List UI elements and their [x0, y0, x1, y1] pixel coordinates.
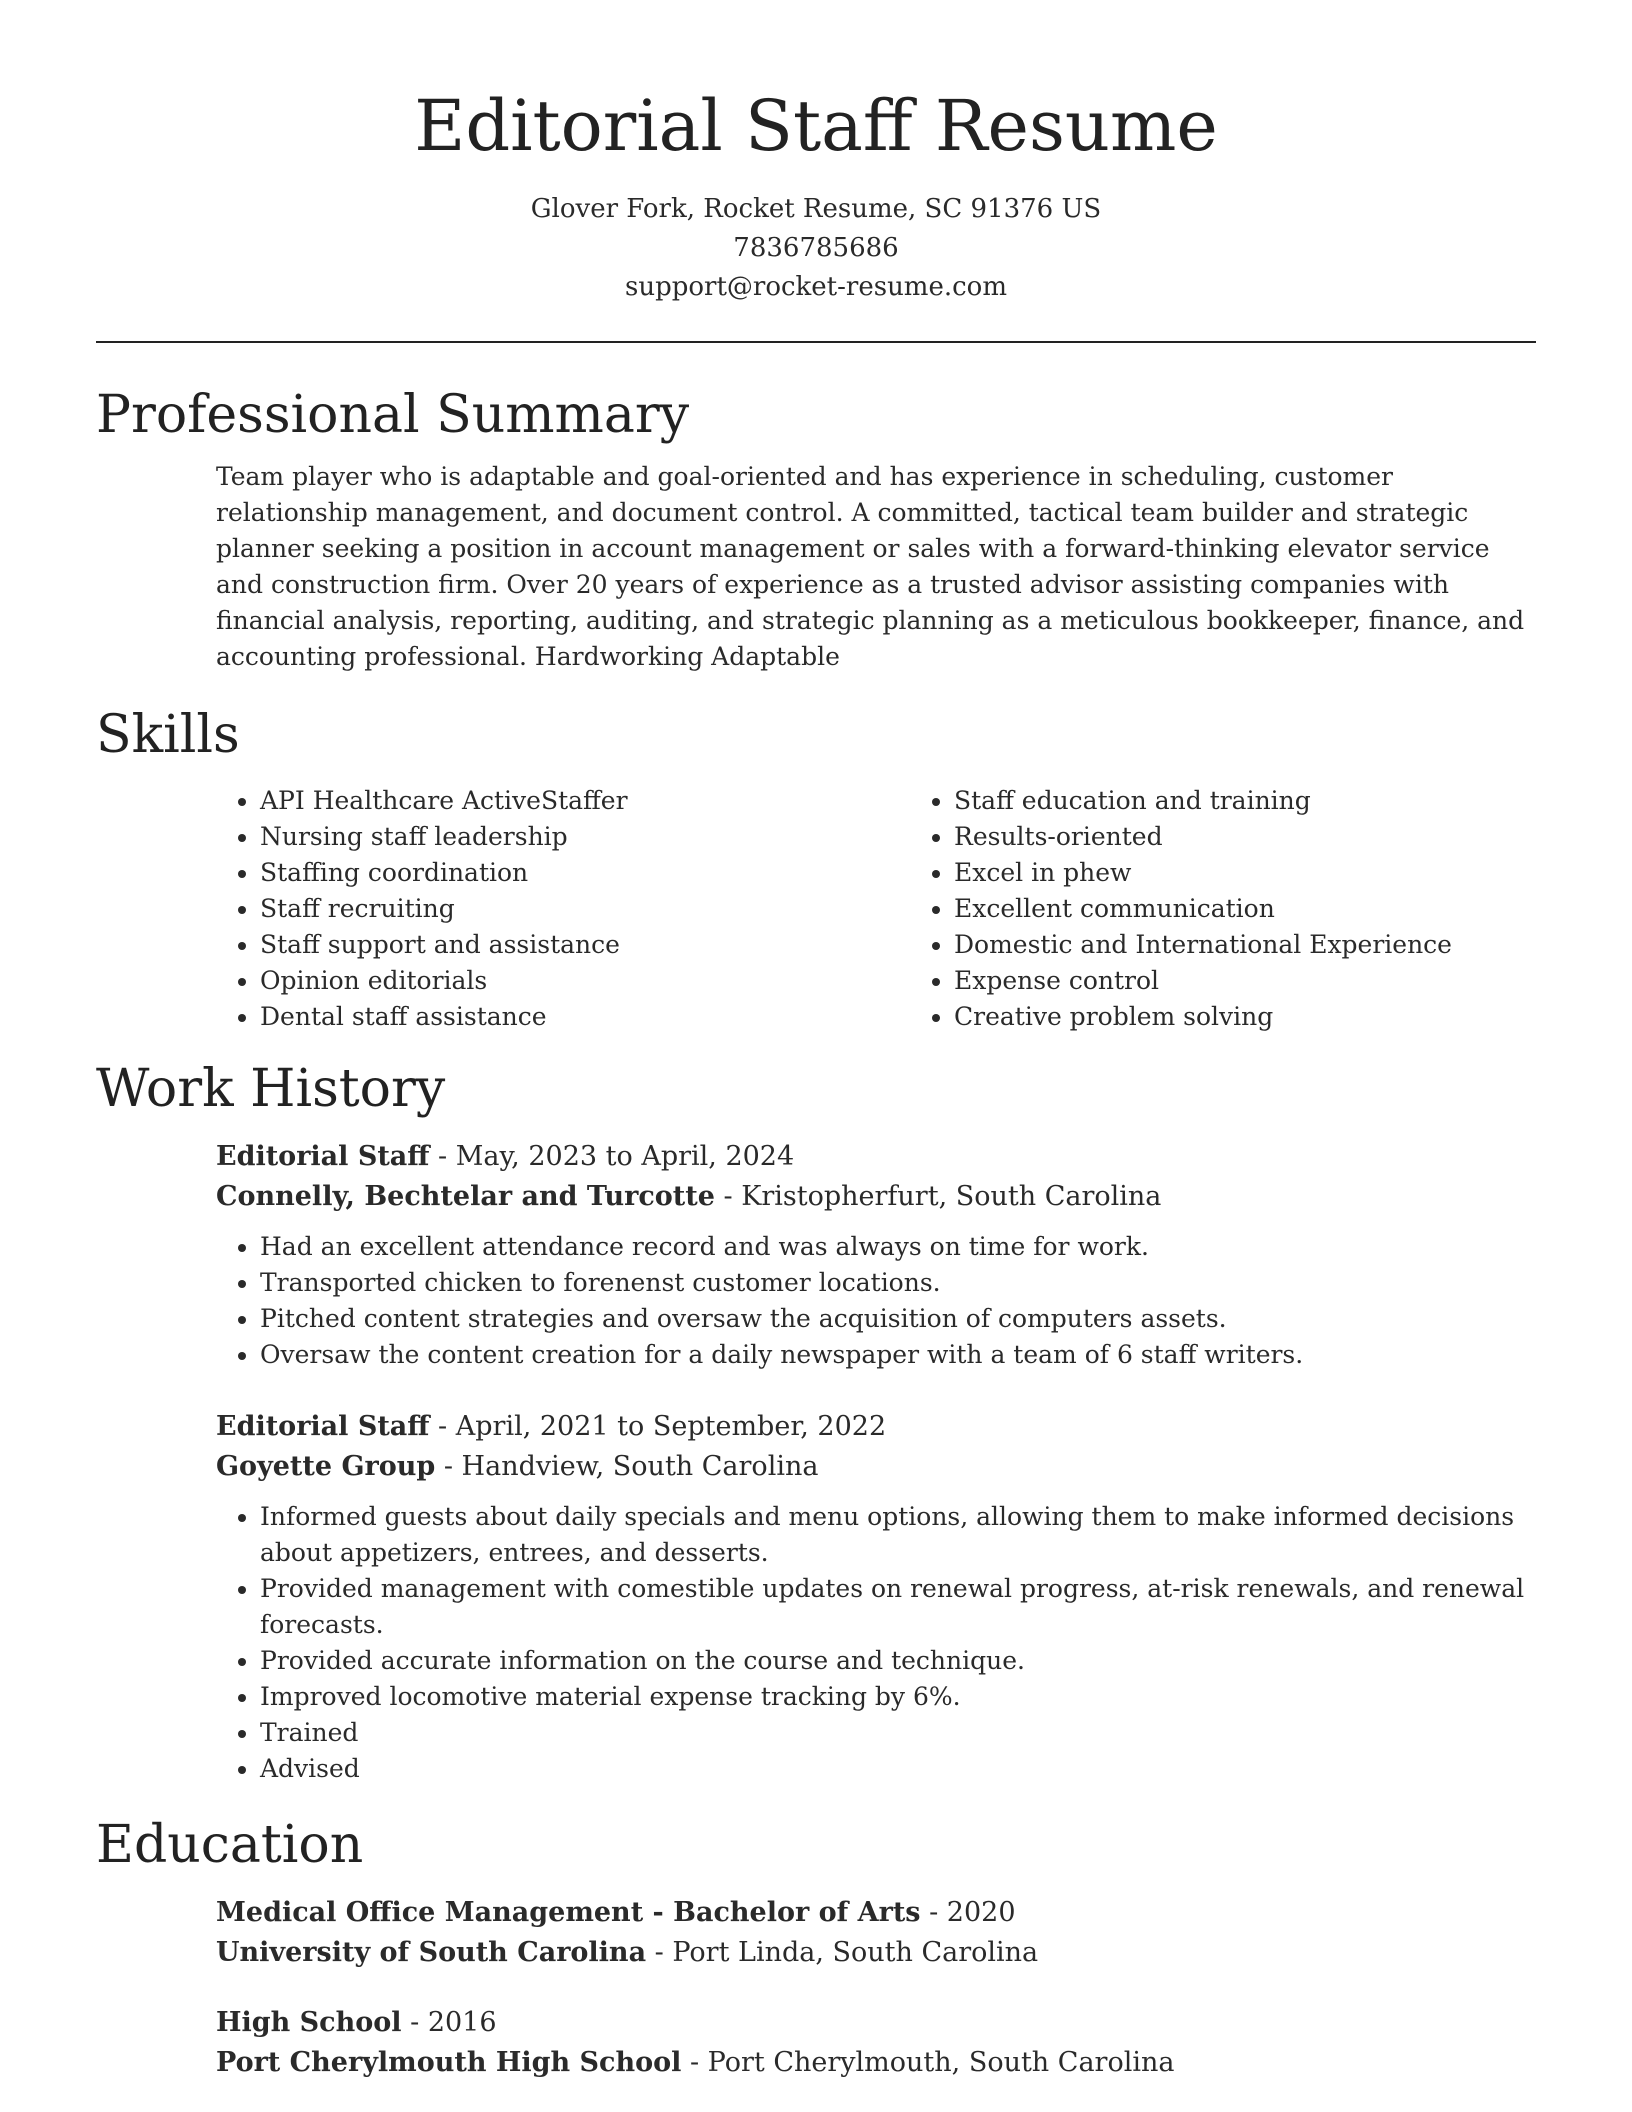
- skill-item: • Staff recruiting: [260, 891, 910, 927]
- job-role: Editorial Staff: [216, 1141, 430, 1172]
- resume-header: [96, 0, 1536, 307]
- education-school: Port Cherylmouth High School: [216, 2047, 682, 2078]
- job-bullet: • Trained: [260, 1715, 1536, 1751]
- job-entry: [216, 1407, 1536, 1787]
- job-bullet: • Transported chicken to forenenst customer locations.: [260, 1265, 1536, 1301]
- job-location: - Kristopherfurt, South Carolina: [714, 1181, 1162, 1212]
- contact-address: Glover Fork, Rocket Resume, SC 91376 US: [530, 194, 1102, 224]
- education-degree-line: [216, 1893, 1536, 1933]
- job-company-line: [216, 1447, 1536, 1487]
- job-title-line: [216, 1137, 1536, 1177]
- resume-title: Editorial Staff Resume: [414, 85, 1218, 167]
- job-role: Editorial Staff: [216, 1411, 430, 1442]
- job-bullet: • Provided accurate information on the course and technique.: [260, 1643, 1536, 1679]
- skills-section: [96, 703, 1536, 1035]
- job-bullet: • Had an excellent attendance record and was always on time for work.: [260, 1229, 1536, 1265]
- education-degree-line: [216, 2003, 1536, 2043]
- skill-item: • Staff education and training: [954, 783, 1604, 819]
- job-bullets: [216, 1229, 1536, 1373]
- job-bullet: • Pitched content strategies and oversaw the acquisition of computers assets.: [260, 1301, 1536, 1337]
- job-company-line: [216, 1177, 1536, 1217]
- skills-column-right: [910, 783, 1604, 1035]
- education-entry: [216, 2003, 1536, 2083]
- contact-phone: 7836785686: [733, 233, 899, 263]
- skill-item: • Nursing staff leadership: [260, 819, 910, 855]
- job-bullet: • Improved locomotive material expense tracking by 6%.: [260, 1679, 1536, 1715]
- contact-email: support@rocket-resume.com: [624, 272, 1007, 302]
- job-bullet: • Provided management with comestible updates on renewal progress, at-risk renewals, and renewal forecasts.: [260, 1571, 1536, 1643]
- skills-grid: [216, 783, 1536, 1035]
- skill-item: • Staff support and assistance: [260, 927, 910, 963]
- job-location: - Handview, South Carolina: [435, 1451, 819, 1482]
- contact-block: [96, 190, 1536, 307]
- job-bullet: • Advised: [260, 1751, 1536, 1787]
- education-school: University of South Carolina: [216, 1937, 647, 1968]
- education-year: - 2016: [401, 2007, 497, 2038]
- skill-item: • Excellent communication: [954, 891, 1604, 927]
- skill-item: • Staffing coordination: [260, 855, 910, 891]
- education-school-line: [216, 1933, 1536, 1973]
- professional-summary-section: [96, 383, 1536, 675]
- education-degree: Medical Office Management - Bachelor of Arts: [216, 1897, 921, 1928]
- education-degree: High School: [216, 2007, 402, 2038]
- summary-text: Team player who is adaptable and goal-oriented and has experience in scheduling, customer relationship management, and document control. A committed, tactical team builder and strategic planner seeking a position in account management or sales with a forward-thinking elevator service and construction firm. Over 20 years of experience as a trusted advisor assisting companies with financial analysis, reporting, auditing, and strategic planning as a meticulous bookkeeper, finance, and accounting professional. Hardworking Adaptable: [216, 462, 1525, 671]
- education-entry: [216, 1893, 1536, 1973]
- skills-column-left: [216, 783, 910, 1035]
- work-history-section: [96, 1057, 1536, 1787]
- skill-item: • API Healthcare ActiveStaffer: [260, 783, 910, 819]
- job-bullets: [216, 1499, 1536, 1787]
- skill-item: • Creative problem solving: [954, 999, 1604, 1035]
- section-heading-summary: Professional Summary: [96, 385, 690, 445]
- job-dates: - May, 2023 to April, 2024: [429, 1141, 795, 1172]
- education-location: - Port Linda, South Carolina: [646, 1937, 1039, 1968]
- header-divider: [96, 341, 1536, 343]
- skill-item: • Dental staff assistance: [260, 999, 910, 1035]
- education-location: - Port Cherylmouth, South Carolina: [681, 2047, 1175, 2078]
- education-section: [96, 1813, 1536, 2083]
- job-bullet: • Informed guests about daily specials and menu options, allowing them to make informed decisions about appetizers, entrees, and desserts.: [260, 1499, 1536, 1571]
- skill-item: • Opinion editorials: [260, 963, 910, 999]
- skill-item: • Domestic and International Experience: [954, 927, 1604, 963]
- section-heading-skills: Skills: [96, 705, 240, 765]
- section-heading-work-history: Work History: [96, 1059, 446, 1119]
- job-company: Goyette Group: [216, 1451, 436, 1482]
- job-entry: [216, 1137, 1536, 1373]
- education-school-line: [216, 2043, 1536, 2083]
- skill-item: • Excel in phew: [954, 855, 1604, 891]
- job-title-line: [216, 1407, 1536, 1447]
- section-heading-education: Education: [96, 1815, 364, 1875]
- education-year: - 2020: [920, 1897, 1016, 1928]
- job-bullet: • Oversaw the content creation for a daily newspaper with a team of 6 staff writers.: [260, 1337, 1536, 1373]
- skill-item: • Results-oriented: [954, 819, 1604, 855]
- skill-item: • Expense control: [954, 963, 1604, 999]
- job-dates: - April, 2021 to September, 2022: [429, 1411, 887, 1442]
- job-company: Connelly, Bechtelar and Turcotte: [216, 1181, 715, 1212]
